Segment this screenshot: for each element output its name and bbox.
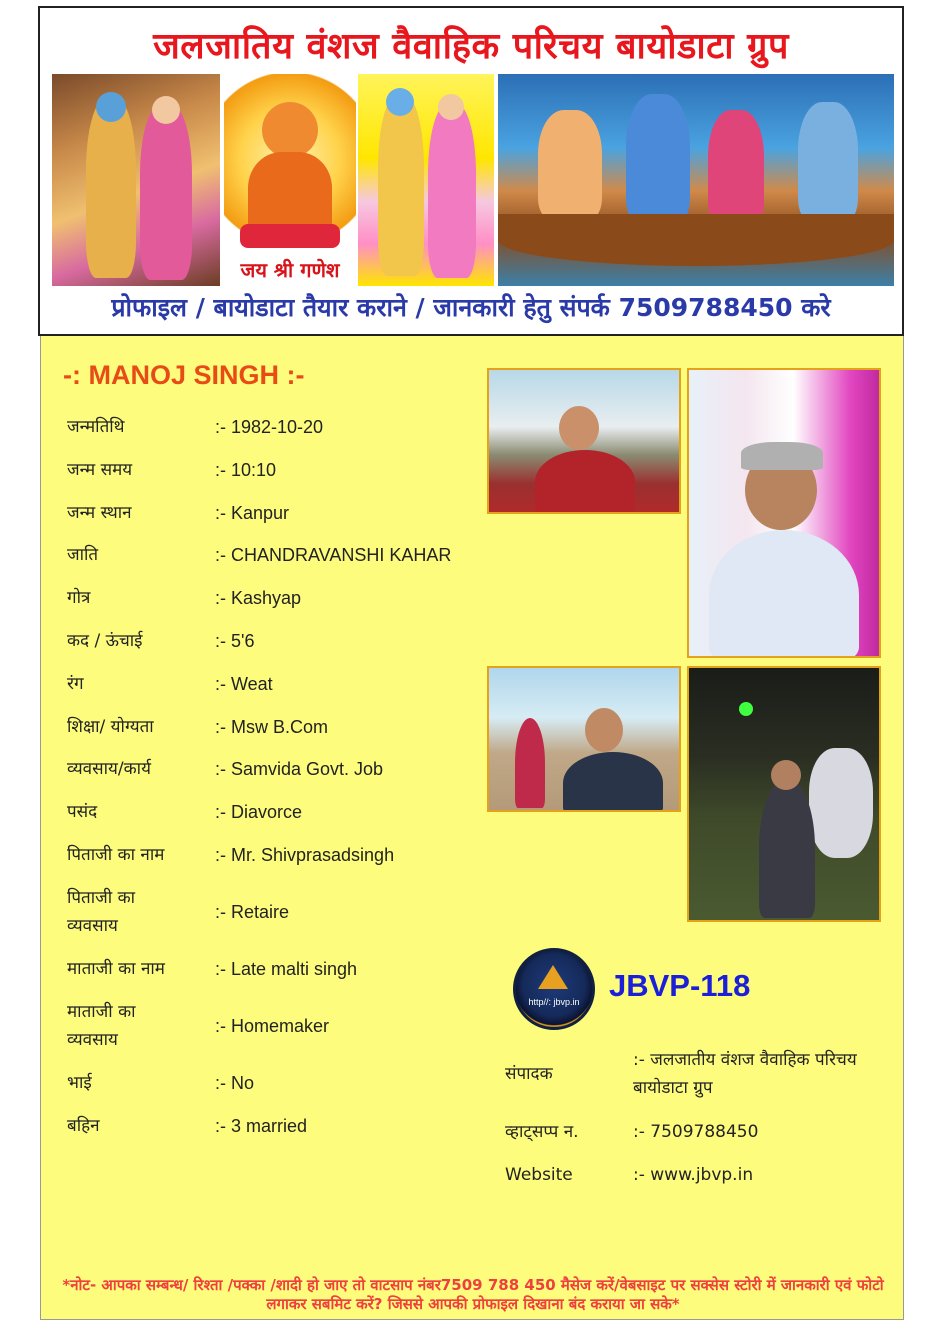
profile-photo-4	[687, 666, 881, 922]
logo-url-text: http//: jbvp.in	[528, 997, 580, 1007]
header-banner	[38, 6, 904, 336]
ram-sita-image-2	[358, 74, 494, 286]
detail-label: शिक्षा/ योग्यता	[67, 717, 154, 737]
ganesh-caption: जय श्री गणेश	[240, 258, 340, 282]
detail-label: रंग	[67, 674, 84, 694]
detail-label: जन्म समय	[67, 460, 133, 480]
editor-label: संपादक	[505, 1064, 553, 1084]
boat-scene-image	[498, 74, 894, 286]
detail-label: पिताजी का नाम	[67, 845, 165, 865]
header-contact-line: प्रोफाइल / बायोडाटा तैयार कराने / जानकारी हेतु संपर्क 7509788450 करे	[111, 293, 831, 322]
detail-value: :- Weat	[215, 674, 273, 694]
detail-value: :- Msw B.Com	[215, 717, 329, 737]
detail-label: माताजी का व्यवसाय	[67, 1002, 136, 1050]
detail-value: :- Homemaker	[215, 1016, 330, 1036]
detail-label: जाति	[67, 545, 99, 565]
detail-value: :- CHANDRAVANSHI KAHAR	[215, 545, 452, 565]
biodata-panel	[40, 336, 904, 1320]
detail-label: व्यवसाय/कार्य	[67, 759, 151, 779]
detail-label: गोत्र	[67, 588, 91, 608]
whatsapp-number: :- 7509788450	[633, 1122, 759, 1142]
detail-value: :- Diavorce	[215, 802, 303, 822]
detail-value: :- 5'6	[215, 631, 255, 651]
detail-value: :- Mr. Shivprasadsingh	[215, 845, 395, 865]
detail-label: कद / ऊंचाई	[67, 631, 143, 651]
detail-value: :- 10:10	[215, 460, 277, 480]
detail-label: जन्मतिथि	[67, 417, 125, 437]
detail-value: :- No	[215, 1073, 255, 1093]
detail-value: :- Late malti singh	[215, 959, 358, 979]
profile-name: -: MANOJ SINGH :-	[63, 360, 305, 390]
detail-value: :- 1982-10-20	[215, 417, 324, 437]
group-title: जलजातिय वंशज वैवाहिक परिचय बायोडाटा ग्रुप	[153, 26, 789, 67]
detail-label: पसंद	[67, 802, 98, 822]
editor-value: :- जलजातीय वंशज वैवाहिक परिचय बायोडाटा ग्रुप	[633, 1050, 857, 1098]
detail-value: :- Kanpur	[215, 503, 290, 523]
detail-value: :- 3 married	[215, 1116, 308, 1136]
profile-photo-3	[487, 666, 681, 812]
ram-sita-image	[52, 74, 220, 286]
detail-label: जन्म स्थान	[67, 503, 132, 523]
detail-label: भाई	[67, 1073, 92, 1093]
footer-note: *नोट- आपका सम्बन्ध/ रिश्ता /पक्का /शादी हो जाए तो वाटसाप नंबर7509 788 450 मैसेज करें/वेबसाइट पर सक्सेस स्टोरी में जानकारी एवं फोटो लगाकर सबमिट करें? जिससे आपकी प्रोफाइल दिखाना बंद कराया जा सके*	[62, 1276, 884, 1313]
website-label: Website	[505, 1165, 573, 1185]
detail-label: पिताजी का व्यवसाय	[67, 888, 136, 936]
jbvp-logo	[513, 948, 595, 1030]
profile-photo-1	[487, 368, 681, 514]
detail-label: बहिन	[67, 1116, 100, 1136]
profile-photo-2	[687, 368, 881, 658]
whatsapp-label: व्हाट्सप्प न.	[505, 1122, 579, 1142]
detail-value: :- Samvida Govt. Job	[215, 759, 384, 779]
detail-label: माताजी का नाम	[67, 959, 165, 979]
ganesh-image	[224, 74, 356, 286]
profile-code: JBVP-118	[609, 968, 751, 1003]
detail-value: :- Kashyap	[215, 588, 302, 608]
detail-value: :- Retaire	[215, 902, 290, 922]
website-link[interactable]: :- www.jbvp.in	[633, 1165, 754, 1185]
